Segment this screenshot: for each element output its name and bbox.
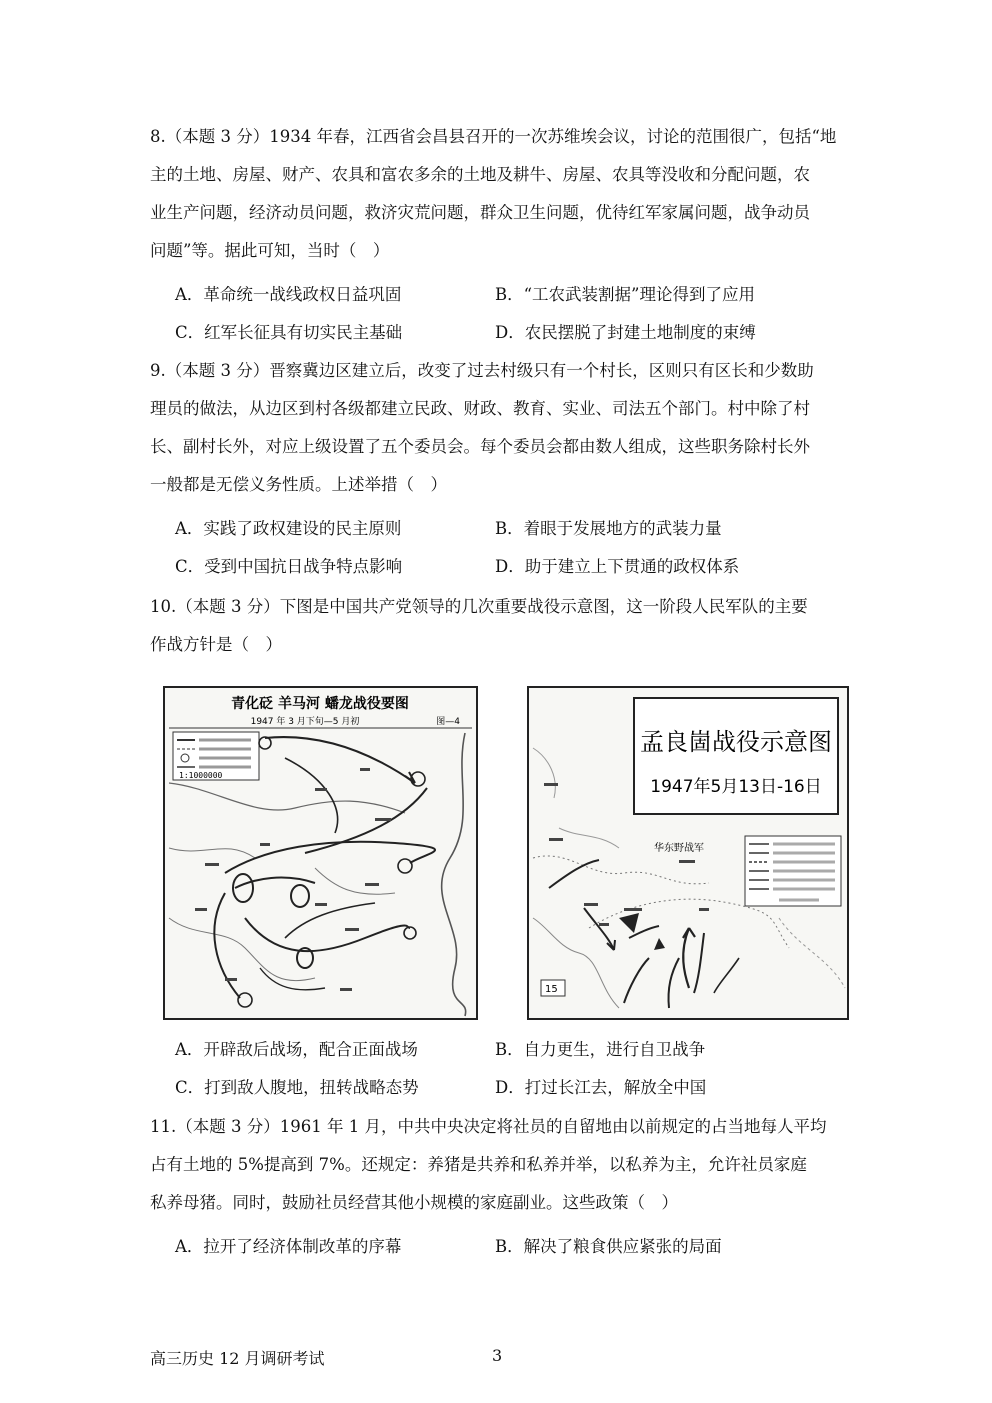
map-1-drawing: [165, 688, 476, 1018]
option-b[interactable]: B．自力更生，进行自卫战争: [495, 1040, 706, 1059]
map-2-title: 孟良崮战役示意图: [640, 728, 832, 756]
option-b[interactable]: B．解决了粮食供应紧张的局面: [495, 1237, 722, 1256]
question-9-line: 9.（本题 3 分）晋察冀边区建立后，改变了过去村级只有一个村长，区则只有区长和少数助: [150, 361, 814, 380]
map-2-label-15: 15: [545, 984, 558, 995]
option-a[interactable]: A．开辟敌后战场，配合正面战场: [175, 1040, 418, 1059]
question-11-options: [175, 1228, 855, 1266]
question-8-line: 8.（本题 3 分）1934 年春，江西省会昌县召开的一次苏维埃会议，讨论的范围很广，包括“地: [150, 127, 837, 146]
question-10: [150, 588, 850, 664]
option-c[interactable]: C．红军长征具有切实民主基础: [175, 323, 403, 342]
page-number: 3: [492, 1346, 503, 1365]
question-11-line: 占有土地的 5%提高到 7%。还规定：养猪是共养和私养并举，以私养为主，允许社员家庭: [150, 1155, 807, 1174]
question-10-options: [175, 1031, 855, 1107]
map-2-drawing: [529, 688, 847, 1018]
question-8-line: 问题”等。据此可知，当时（ ）: [150, 241, 390, 260]
question-10-line: 10.（本题 3 分）下图是中国共产党领导的几次重要战役示意图，这一阶段人民军队的主要: [150, 597, 808, 616]
question-8-line: 业生产问题，经济动员问题，救济灾荒问题，群众卫生问题，优待红军家属问题，战争动员: [150, 203, 810, 222]
footer-exam-title: 高三历史 12 月调研考试: [150, 1349, 325, 1368]
question-11-line: 11.（本题 3 分）1961 年 1 月，中共中央决定将社员的自留地由以前规定的占当地每人平均: [150, 1117, 827, 1136]
option-d[interactable]: D．助于建立上下贯通的政权体系: [495, 557, 740, 576]
question-11: [150, 1108, 850, 1222]
option-c[interactable]: C．打到敌人腹地，扭转战略态势: [175, 1078, 419, 1097]
question-9: [150, 352, 850, 504]
map-qinghuabian-battles: [163, 686, 478, 1020]
option-b[interactable]: B．着眼于发展地方的武装力量: [495, 519, 722, 538]
question-8-options: [175, 276, 855, 352]
option-d[interactable]: D．农民摆脱了封建土地制度的束缚: [495, 323, 756, 342]
question-10-line: 作战方针是（ ）: [150, 635, 282, 654]
option-a[interactable]: A．拉开了经济体制改革的序幕: [175, 1237, 402, 1256]
question-8-line: 主的土地、房屋、财产、农具和富农多余的土地及耕牛、房屋、农具等没收和分配问题，农: [150, 165, 810, 184]
option-c[interactable]: C．受到中国抗日战争特点影响: [175, 557, 403, 576]
map-menglianggu-battle: [527, 686, 849, 1020]
map-2-army-label: 华东野战军: [654, 843, 704, 854]
option-a[interactable]: A．实践了政权建设的民主原则: [175, 519, 402, 538]
question-8: [150, 118, 850, 270]
question-9-options: [175, 510, 855, 586]
map-1-scale: 1:1000000: [179, 771, 223, 780]
map-1-subtitle: 1947 年 3 月下旬—5 月初: [250, 717, 360, 727]
map-1-figure-number: 图—4: [436, 717, 460, 727]
map-1-title: 青化砭 羊马河 蟠龙战役要图: [231, 696, 409, 712]
option-b[interactable]: B．“工农武装割据”理论得到了应用: [495, 285, 755, 304]
question-9-line: 理员的做法，从边区到村各级都建立民政、财政、教育、实业、司法五个部门。村中除了村: [150, 399, 810, 418]
option-d[interactable]: D．打过长江去，解放全中国: [495, 1078, 707, 1097]
map-2-subtitle: 1947年5月13日-16日: [650, 777, 822, 797]
option-a[interactable]: A．革命统一战线政权日益巩固: [175, 285, 402, 304]
question-9-line: 一般都是无偿义务性质。上述举措（ ）: [150, 475, 447, 494]
question-9-line: 长、副村长外，对应上级设置了五个委员会。每个委员会都由数人组成，这些职务除村长外: [150, 437, 810, 456]
question-11-line: 私养母猪。同时，鼓励社员经营其他小规模的家庭副业。这些政策（ ）: [150, 1193, 678, 1212]
